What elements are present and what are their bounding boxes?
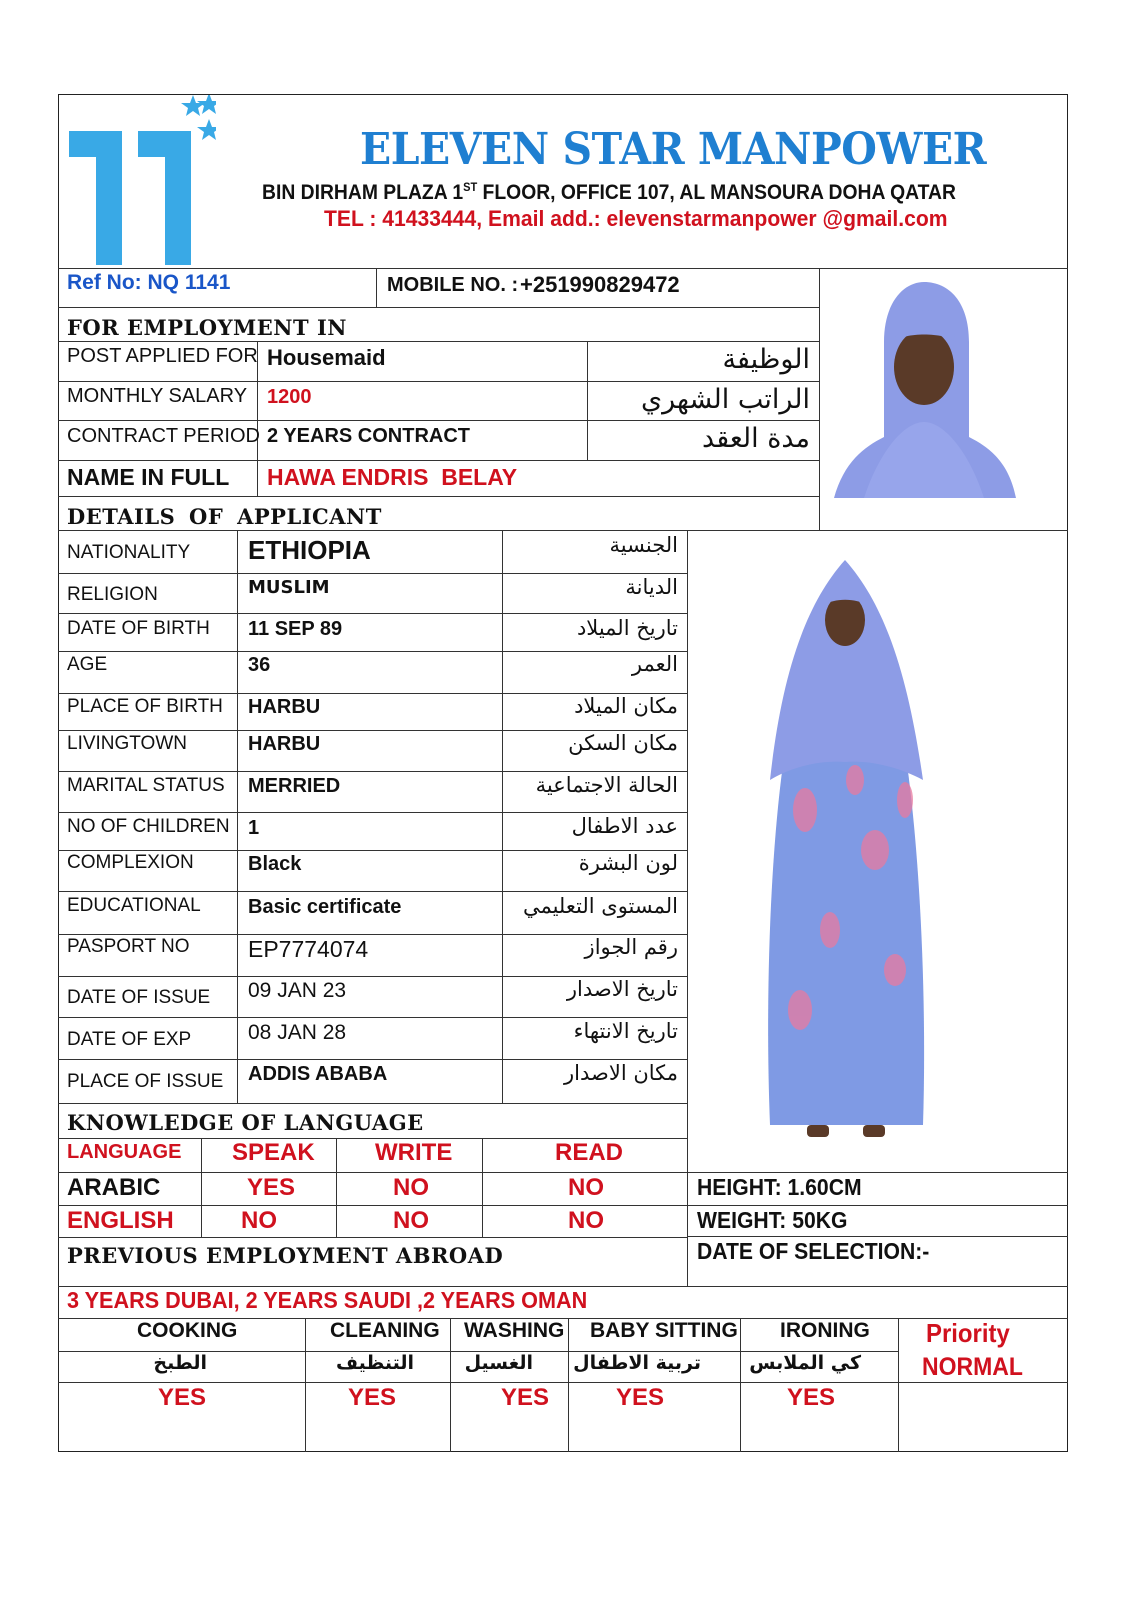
skill-washing-arabic: الغسيل (464, 1352, 533, 1374)
skill-babysitting-arabic: تربية الاطفال (573, 1352, 701, 1374)
employment-heading: FOR EMPLOYMENT IN (67, 315, 347, 340)
skill-babysitting-value: YES (616, 1384, 665, 1411)
lang-arabic: ARABIC (67, 1174, 161, 1201)
post-value: Housemaid (267, 345, 386, 370)
address-superscript: ST (463, 180, 478, 194)
detail-arabic-children: عدد الاطفال (571, 814, 678, 838)
detail-arabic-religion: الديانة (625, 575, 678, 599)
detail-value-issue-place: ADDIS ABABA (248, 1063, 388, 1085)
detail-label-issue-date: DATE OF ISSUE (67, 987, 211, 1008)
detail-value-pob: HARBU (248, 696, 321, 718)
salary-value: 1200 (267, 386, 312, 408)
detail-label-marital: MARITAL STATUS (67, 775, 225, 796)
weight-value: WEIGHT: 50KG (697, 1207, 848, 1233)
skill-washing-label: WASHING (464, 1319, 565, 1342)
detail-value-education: Basic certificate (248, 896, 402, 918)
priority-label: Priority (926, 1318, 1010, 1348)
detail-label-nationality: NATIONALITY (67, 542, 191, 563)
detail-value-religion: MUSLIM (248, 577, 330, 598)
detail-label-dob: DATE OF BIRTH (67, 618, 210, 639)
detail-arabic-education: المستوى التعليمي (522, 894, 678, 918)
detail-arabic-issue-date: تاريخ الاصدار (566, 977, 678, 1001)
lang-header-language: LANGUAGE (67, 1141, 182, 1163)
details-heading: DETAILS OF APPLICANT (67, 504, 382, 529)
skill-washing-value: YES (501, 1384, 550, 1411)
mobile-label: MOBILE NO. : (387, 274, 519, 296)
address-part-2: FLOOR, OFFICE 107, AL MANSOURA DOHA QATAR (477, 181, 956, 204)
detail-label-religion: RELIGION (67, 584, 158, 605)
salary-label: MONTHLY SALARY (67, 385, 248, 407)
detail-arabic-age: العمر (631, 652, 678, 676)
detail-label-complexion: COMPLEXION (67, 852, 194, 873)
skill-ironing-value: YES (787, 1384, 836, 1411)
detail-arabic-nationality: الجنسية (609, 533, 678, 557)
detail-label-children: NO OF CHILDREN (67, 816, 230, 837)
detail-arabic-dob: تاريخ الميلاد (576, 616, 678, 640)
skill-cleaning-label: CLEANING (330, 1319, 440, 1342)
lang-english-speak: NO (241, 1207, 277, 1234)
selection-date-label: DATE OF SELECTION:- (697, 1238, 930, 1264)
detail-value-complexion: Black (248, 853, 302, 875)
company-name: ELEVEN STAR MANPOWER (360, 124, 987, 175)
height-value: HEIGHT: 1.60CM (697, 1174, 862, 1200)
detail-label-age: AGE (67, 654, 108, 675)
salary-arabic: الراتب الشهري (640, 384, 810, 415)
skill-cleaning-arabic: التنظيف (335, 1352, 414, 1374)
name-label: NAME IN FULL (67, 464, 230, 490)
lang-english-read: NO (568, 1207, 604, 1234)
previous-employment-text: 3 YEARS DUBAI, 2 YEARS SAUDI ,2 YEARS OMAN (67, 1287, 588, 1313)
post-label: POST APPLIED FOR (67, 345, 258, 367)
company-contact: TEL : 41433444, Email add.: elevenstarmanpower @gmail.com (324, 206, 948, 231)
skill-cooking-label: COOKING (137, 1319, 238, 1342)
detail-arabic-pob: مكان الميلاد (574, 694, 678, 718)
lang-arabic-read: NO (568, 1174, 604, 1201)
lang-header-write: WRITE (375, 1139, 453, 1166)
detail-arabic-complexion: لون البشرة (578, 851, 678, 875)
mobile-value: +251990829472 (520, 272, 680, 297)
headshot-photo (824, 272, 1024, 498)
contract-label: CONTRACT PERIOD (67, 425, 260, 447)
ref-number: Ref No: NQ 1141 (67, 271, 231, 294)
detail-value-children: 1 (248, 817, 260, 839)
language-heading: KNOWLEDGE OF LANGUAGE (67, 1110, 424, 1135)
fullbody-photo (745, 550, 945, 1150)
detail-label-passport: PASPORT NO (67, 936, 190, 957)
detail-value-dob: 11 SEP 89 (248, 618, 343, 640)
skill-cooking-arabic: الطبخ (153, 1352, 207, 1374)
skill-babysitting-label: BABY SITTING (590, 1319, 738, 1342)
detail-value-livingtown: HARBU (248, 733, 321, 755)
skill-cooking-value: YES (158, 1384, 207, 1411)
previous-heading: PREVIOUS EMPLOYMENT ABROAD (67, 1243, 504, 1268)
skill-cleaning-value: YES (348, 1384, 397, 1411)
priority-value: NORMAL (922, 1353, 1023, 1381)
detail-value-exp-date: 08 JAN 28 (248, 1021, 347, 1044)
detail-value-issue-date: 09 JAN 23 (248, 979, 347, 1002)
contract-value: 2 YEARS CONTRACT (267, 425, 470, 447)
detail-arabic-livingtown: مكان السكن (568, 731, 678, 755)
company-logo (66, 95, 216, 267)
skill-ironing-label: IRONING (780, 1319, 870, 1342)
detail-value-passport: EP7774074 (248, 936, 369, 962)
lang-english-write: NO (393, 1207, 429, 1234)
lang-header-speak: SPEAK (232, 1139, 315, 1166)
detail-label-exp-date: DATE OF EXP (67, 1029, 192, 1050)
detail-label-education: EDUCATIONAL (67, 895, 201, 916)
skill-ironing-arabic: كي الملابس (749, 1352, 861, 1374)
post-arabic: الوظيفة (722, 344, 810, 375)
detail-label-issue-place: PLACE OF ISSUE (67, 1071, 224, 1092)
detail-value-age: 36 (248, 654, 271, 676)
detail-label-livingtown: LIVINGTOWN (67, 733, 187, 754)
detail-value-nationality: ETHIOPIA (248, 535, 371, 565)
lang-header-read: READ (555, 1139, 624, 1166)
detail-label-pob: PLACE OF BIRTH (67, 696, 223, 717)
detail-arabic-exp-date: تاريخ الانتهاء (573, 1019, 678, 1043)
company-address (262, 181, 956, 203)
lang-arabic-write: NO (393, 1174, 429, 1201)
contract-arabic: مدة العقد (702, 423, 810, 454)
detail-arabic-issue-place: مكان الاصدار (564, 1061, 678, 1085)
detail-arabic-marital: الحالة الاجتماعية (535, 773, 678, 797)
lang-arabic-speak: YES (247, 1174, 296, 1201)
detail-value-marital: MERRIED (248, 775, 341, 797)
detail-arabic-passport: رقم الجواز (584, 935, 678, 959)
address-part-1: BIN DIRHAM PLAZA 1 (262, 181, 464, 204)
name-value: HAWA ENDRIS BELAY (267, 464, 518, 490)
lang-english: ENGLISH (67, 1207, 174, 1234)
